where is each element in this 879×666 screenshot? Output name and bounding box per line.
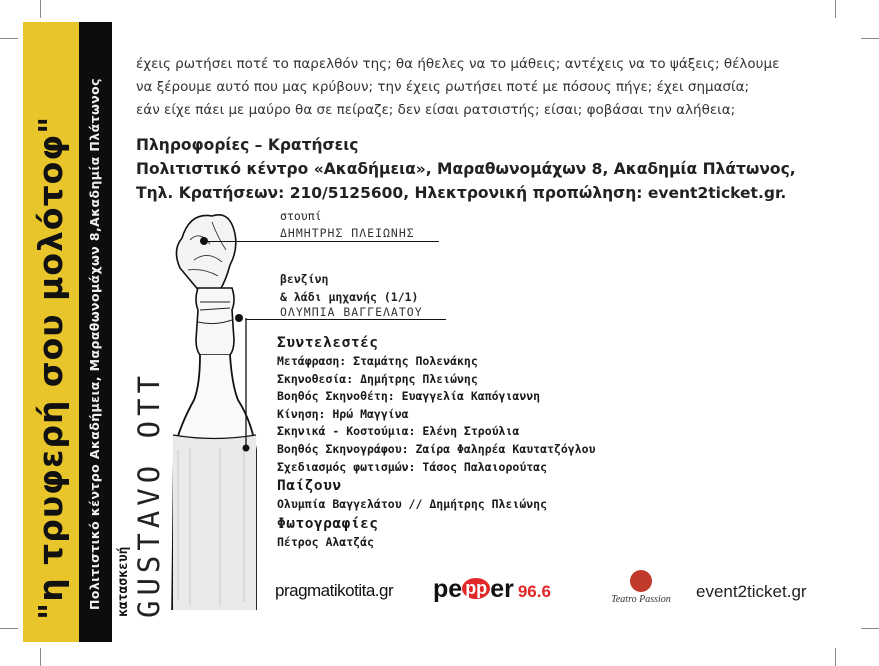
intro-line: εάν είχε πάει με μαύρο θα σε πείραζε; δεν είσαι ρατσιστής; είσαι; φοβάσαι την αλήθεια; — [136, 102, 736, 118]
pepper-logo-part: er — [490, 575, 514, 603]
label-benzine-actor: ΟΛΥΜΠΙΑ ΒΑΓΓΕΛΑΤΟΥ — [280, 305, 423, 319]
credit-line: Κίνηση: Ηρώ Μαγγίνα — [277, 406, 409, 421]
credit-line: Βοηθός Σκηνογράφου: Ζαίρα Φαληρέα Καυτατζόγλου — [277, 441, 596, 456]
pepper-logo-part: pe — [433, 575, 463, 603]
pepper-frequency: 96.6 — [517, 582, 551, 601]
label-stoupi-actor: ΔΗΜΗΤΡΗΣ ΠΛΕΙΩΝΗΣ — [280, 226, 415, 240]
crop-mark — [40, 648, 41, 666]
crop-mark — [861, 38, 879, 39]
label-oil: & λάδι μηχανής (1/1) — [280, 290, 419, 304]
pointer-line-rag — [206, 241, 439, 242]
info-block — [136, 133, 836, 205]
credits-block — [277, 333, 596, 551]
label-stoupi: στουπί — [280, 209, 322, 223]
play-title: "η τρυφερή σου μολότοφ" — [31, 115, 70, 620]
molotov-bottle-illustration — [160, 210, 270, 610]
crop-mark — [40, 0, 41, 18]
cast-line: Ολυμπία Βαγγελάτου // Δημήτρης Πλειώνης — [277, 497, 548, 512]
construction-label: κατασκευή — [116, 546, 131, 617]
author-name: GUSTAVO OTT — [132, 370, 166, 618]
pepper-logo[interactable] — [433, 575, 551, 604]
intro-line: έχεις ρωτήσει ποτέ το παρελθόν της; θα ήθελες να το μάθεις; αντέχεις να το ψάξεις; θέλουμε — [136, 56, 780, 72]
info-heading: Πληροφορίες – Κρατήσεις — [136, 136, 359, 154]
pepper-logo-pp: pp — [462, 578, 490, 599]
label-benzine: βενζίνη — [280, 272, 329, 286]
credit-line: Βοηθός Σκηνοθέτη: Ευαγγελία Καπόγιαννη — [277, 389, 541, 404]
event2ticket-link[interactable]: event2ticket.gr — [696, 582, 807, 601]
credit-line: Σκηνικά - Κοστούμια: Ελένη Στρούλια — [277, 424, 520, 439]
rose-icon — [630, 570, 652, 592]
sponsor-logos — [275, 572, 835, 612]
intro-line: να ξέρουμε αυτό που μας κρύβουν; την έχεις ρωτήσει ποτέ με πόσους πήγε; έχει σημασία; — [136, 79, 750, 95]
crop-mark — [0, 38, 18, 39]
teatro-passion-text: Teatro Passion — [611, 594, 671, 605]
crop-mark — [861, 628, 879, 629]
info-address: Πολιτιστικό κέντρο «Ακαδήμεια», Μαραθωνομάχων 8, Ακαδημία Πλάτωνος, — [136, 160, 796, 178]
credit-line: Σκηνοθεσία: Δημήτρης Πλειώνης — [277, 371, 478, 386]
info-contact: Τηλ. Κρατήσεων: 210/5125600, Ηλεκτρονική προπώληση: event2ticket.gr. — [136, 184, 787, 202]
intro-text — [136, 53, 836, 122]
contributors-heading: Συντελεστές — [277, 335, 379, 351]
credit-line: Σχεδιασμός φωτισμών: Τάσος Παλαιορούτας — [277, 459, 548, 474]
pragmatikotita-logo[interactable]: pragmatikotita.gr — [275, 581, 394, 600]
credit-line: Μετάφραση: Σταμάτης Πολενάκης — [277, 354, 478, 368]
cast-heading: Παίζουν — [277, 478, 342, 495]
venue-vertical-text: Πολιτιστικό κέντρο Ακαδήμεια, Μαραθωνομάχων 8,Ακαδημία Πλάτωνος — [87, 78, 102, 610]
crop-mark — [835, 648, 836, 666]
pointer-line-liquid — [246, 319, 446, 320]
teatro-passion-logo[interactable] — [601, 570, 681, 605]
crop-mark — [0, 628, 18, 629]
crop-mark — [835, 0, 836, 18]
photos-line: Πέτρος Αλατζάς — [277, 534, 374, 549]
photos-heading: Φωτογραφίες — [277, 515, 379, 532]
